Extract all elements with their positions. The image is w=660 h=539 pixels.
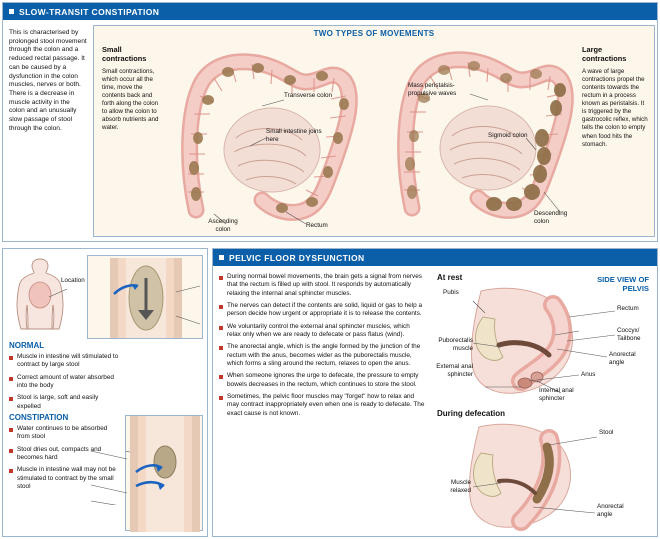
normal-points-list xyxy=(9,353,121,415)
label-anorectal-angle: Anorectal angle xyxy=(609,351,636,366)
constipation-intestine-illustration xyxy=(126,416,204,532)
small-intestine-shape-right xyxy=(440,106,536,190)
label-mass-peristalsis: Mass peristalsis-propulsive waves xyxy=(408,82,457,97)
label-ascending-colon: Ascending colon xyxy=(208,218,238,233)
large-contractions-diagram xyxy=(384,42,584,234)
pelvic-point: The nerves can detect if the contents are solid, liquid or gas to help a person decide how urgent or appropriate it is to release the contents. xyxy=(219,302,425,319)
pelvic-floor-panel xyxy=(212,248,658,537)
label-internal-anal-sphincter: Internal anal sphincter xyxy=(539,387,574,402)
label-anorectal-angle-2: Anorectal angle xyxy=(597,503,624,518)
constipation-point: Muscle in intestine wall may not be stimulated to contract by the small stool xyxy=(9,466,121,491)
slow-transit-header xyxy=(3,3,657,20)
large-contractions-title: Large contractions xyxy=(582,45,627,63)
movements-title: TWO TYPES OF MOVEMENTS xyxy=(313,29,435,38)
label-muscle-relaxed: Muscle relaxed xyxy=(450,479,471,494)
slow-transit-intro: This is characterised by prolonged stool movement through the colon and a reduced rectal passage. It can be caused by a dysfunction in the colon muscles, nerves or both. There is a decrease in muscle activity in the colon and an unusually slow passage of stool through the colon. xyxy=(9,29,87,132)
pelvic-point: During normal bowel movements, the brain gets a signal from nerves that the rectum is filled up with stool. It responds by automatically relaxing the internal anal sphincter muscles. xyxy=(219,273,425,298)
small-intestine-shape xyxy=(224,108,320,192)
slow-transit-header-text: SLOW-TRANSIT CONSTIPATION xyxy=(19,6,160,17)
normal-point: Correct amount of water absorbed into the body xyxy=(9,374,121,391)
two-types-of-movements-box xyxy=(93,25,655,237)
constipation-leader-lines xyxy=(89,445,129,505)
during-defecation-diagram xyxy=(429,421,657,535)
label-sigmoid-colon: Sigmoid colon xyxy=(488,132,528,139)
normal-intestine-illustration xyxy=(88,256,204,340)
label-descending-colon: Descending colon xyxy=(534,210,568,225)
label-location: Location xyxy=(61,277,85,284)
at-rest-diagram xyxy=(429,283,657,405)
during-defecation-title: During defecation xyxy=(437,409,506,418)
pelvic-floor-header-text: PELVIC FLOOR DYSFUNCTION xyxy=(229,252,365,263)
normal-intestine-diagram xyxy=(87,255,203,339)
pelvic-point: We voluntarily control the external anal sphincter muscles, which relax only when we are ready to defecate or pass flatus (wind). xyxy=(219,323,425,340)
label-rectum: Rectum xyxy=(306,222,328,229)
pelvic-point: When someone ignores the urge to defecate, the pressure to empty bowels decreases in the rectum, which continues to store the stool. xyxy=(219,372,425,389)
constipation-point: Stool dries out, compacts and becomes hard xyxy=(9,446,121,463)
label-transverse-colon: Transverse colon xyxy=(284,92,333,99)
normal-point: Muscle in intestine will stimulated to contract by large stool xyxy=(9,353,121,370)
label-rectum: Rectum xyxy=(617,305,639,312)
header-square-icon xyxy=(9,9,14,14)
label-pubis: Pubis xyxy=(443,289,459,296)
pelvic-point: Sometimes, the pelvic floor muscles may "forget" how to relax and may contract inappropriately even when one is ready to defecate. The exact cause is not known. xyxy=(219,393,425,418)
label-coccyx: Coccyx/ Tailbone xyxy=(617,327,641,342)
colon-illustration-right xyxy=(384,42,584,234)
constipation-intestine-diagram xyxy=(125,415,203,531)
small-contractions-diagram xyxy=(166,42,378,234)
large-contractions-body: A wave of large contractions propel the contents towards the rectum in a process known as peristalsis. It is triggered by the gastrocolic reflex, which tells the colon to empty when food hits the stomach. xyxy=(582,68,648,148)
constipation-title: CONSTIPATION xyxy=(9,413,69,422)
pelvic-points-list xyxy=(219,273,425,422)
small-contractions-body: Small contractions, which occur all the time, move the contents back and forth along the colon to allow the colon to absorb nutrients and water. xyxy=(102,68,159,132)
body-figure xyxy=(9,255,85,335)
label-puborectalis-muscle: Puborectalis muscle xyxy=(438,337,473,352)
body-outline-icon xyxy=(9,255,71,335)
pelvic-floor-header xyxy=(213,249,657,266)
normal-title: NORMAL xyxy=(9,341,45,350)
side-view-title: SIDE VIEW OF PELVIS xyxy=(597,275,649,294)
normal-point: Stool is large, soft and easily expelled xyxy=(9,394,121,411)
label-stool: Stool xyxy=(599,429,614,436)
at-rest-title: At rest xyxy=(437,273,463,282)
label-anus: Anus xyxy=(581,371,596,378)
label-small-intestine-joins-here: Small intestine joins here xyxy=(266,128,322,143)
slow-transit-panel xyxy=(2,2,658,242)
label-external-anal-sphincter: External anal sphincter xyxy=(436,363,473,378)
pelvic-point: The anorectal angle, which is the angle formed by the junction of the rectum with the anus, becomes wider as the puborectalis muscle, which forms a sling around the rectum, relaxes to open the anus. xyxy=(219,343,425,368)
small-contractions-title: Small contractions xyxy=(102,45,147,63)
constipation-point: Water continues to be absorbed from stool xyxy=(9,425,121,442)
header-square-icon-2 xyxy=(219,255,224,260)
normal-vs-constipation-panel xyxy=(2,248,208,537)
